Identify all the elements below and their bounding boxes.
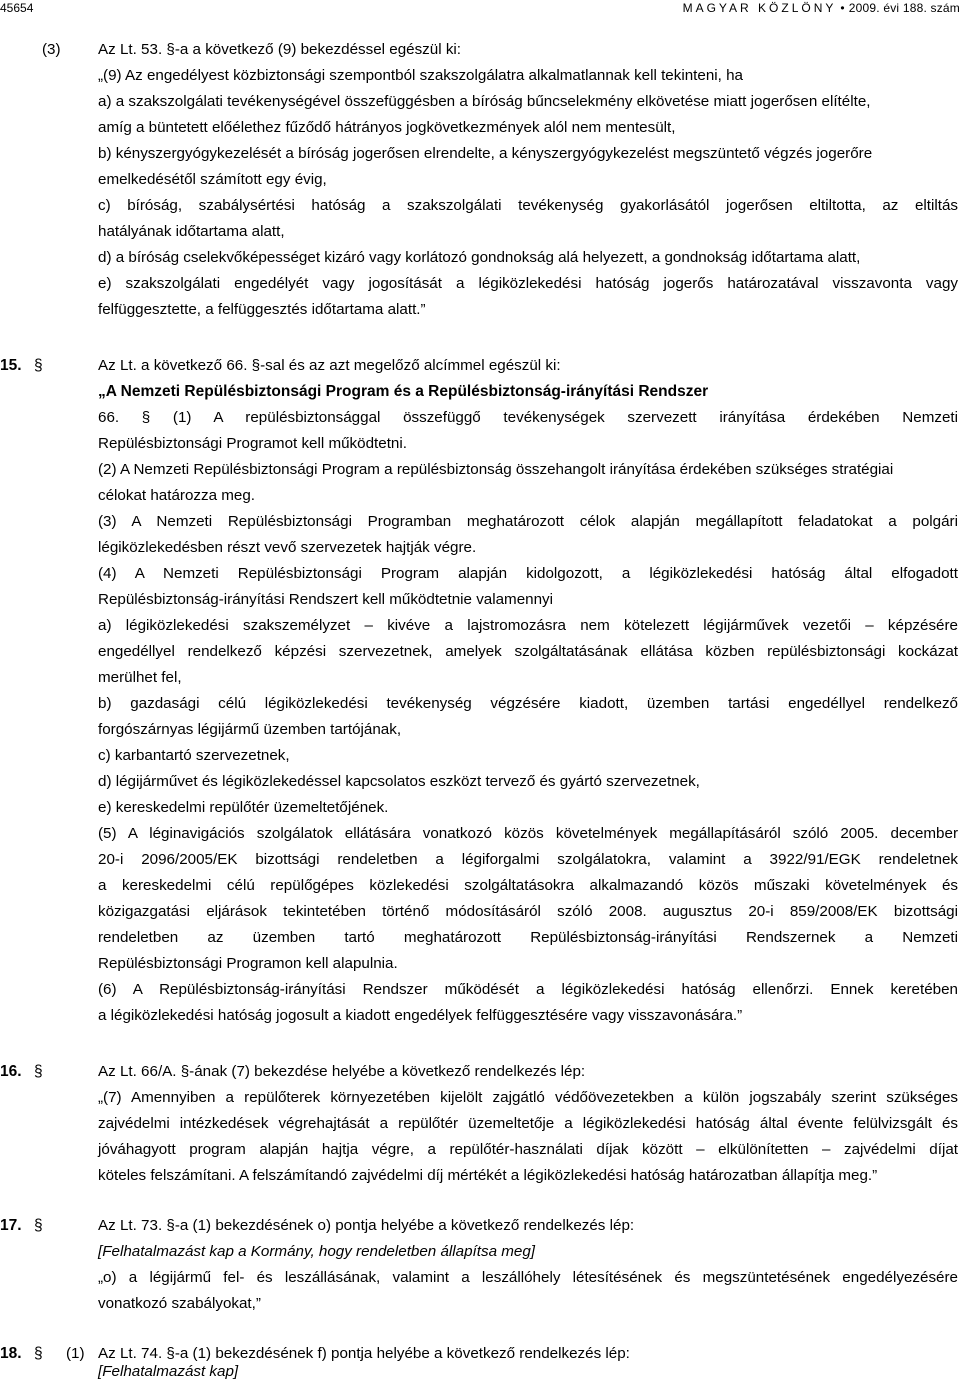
section-number: 17.	[0, 1217, 22, 1234]
paragraph-line: rendeletben az üzemben tartó meghatározott Repülésbiztonság-irányítási Rendszernek a Nemzeti	[98, 929, 958, 946]
paragraph-line: emelkedésétől számított egy évig,	[98, 171, 327, 188]
paragraph-line: jóváhagyott program alapján hajtja végre, a repülőtér-használati díjak között – elkülönítetten – zajvédelmi díjat	[98, 1141, 958, 1158]
paragraph-line: 20-i 2096/2005/EK bizottsági rendeletben a légiforgalmi szolgálatokra, valamint a 3922/91/EGK rendeletnek	[98, 851, 958, 868]
section-symbol: §	[34, 1217, 43, 1234]
paragraph-line: Repülésbiztonság-irányítási Rendszert kell működtetnie valamennyi	[98, 591, 554, 608]
section-symbol: §	[34, 1063, 43, 1080]
journal-name: MAGYAR KÖZLÖNY	[682, 1, 837, 15]
paragraph-line: d) a bíróság cselekvőképességet kizáró vagy korlátozó gondnokság alá helyezett, a gondnokság időtartama alatt,	[98, 249, 861, 266]
paragraph-line: b) gazdasági célú légiközlekedési tevékenység végzésére kiadott, üzemben tartási engedéllyel rendelkező	[98, 695, 958, 712]
section-number: 16.	[0, 1063, 22, 1080]
paragraph-line: Repülésbiztonsági Programot kell működtetni.	[98, 435, 407, 452]
paragraph-line: felfüggesztette, a felfüggesztés időtartama alatt.”	[98, 301, 426, 318]
item-3-text: Az Lt. 53. §-a a következő (9) bekezdéssel egészül ki:	[98, 41, 462, 58]
paragraph-line: (2) A Nemzeti Repülésbiztonsági Program a repülésbiztonság összehangolt irányítása érdekében szükséges stratégiai	[98, 461, 894, 478]
paragraph-line: (6) A Repülésbiztonság-irányítási Rendszer működését a légiközlekedési hatóság ellenőrzi. Ennek keretében	[98, 981, 958, 998]
section-number: 18.	[0, 1345, 22, 1362]
journal-issue: 2009. évi 188. szám	[848, 1, 960, 15]
paragraph-line: a légiközlekedési hatóság jogosult a kiadott engedélyek felfüggesztésére vagy visszavonására.”	[98, 1007, 743, 1024]
paragraph-line: „(9) Az engedélyest közbiztonsági szempontból szakszolgálatra alkalmatlannak kell tekinteni, ha	[98, 67, 743, 84]
paragraph-line: (4) A Nemzeti Repülésbiztonsági Program alapján kidolgozott, a légiközlekedési hatóság által elfogadott	[98, 565, 958, 582]
section-intro: Az Lt. a következő 66. §-sal és az azt megelőző alcímmel egészül ki:	[98, 357, 561, 374]
page-number: 45654	[0, 1, 34, 15]
paragraph-line: merülhet fel,	[98, 669, 182, 686]
paragraph-line: amíg a büntetett előélethez fűződő hátrányos jogkövetkezmények alól nem mentesült,	[98, 119, 676, 136]
section-symbol: §	[34, 357, 43, 374]
paragraph-line: „(7) Amennyiben a repülőterek környezetében kijelölt zajgátló védőövezetekben a külön jogszabály szerint szükséges	[98, 1089, 958, 1106]
section-intro: Az Lt. 74. §-a (1) bekezdésének f) pontja helyébe a következő rendelkezés lép:	[98, 1345, 630, 1362]
paragraph-line: (3) A Nemzeti Repülésbiztonsági Programban meghatározott célok alapján megállapított feladatokat a polgári	[98, 513, 958, 530]
item-3-label: (3)	[42, 41, 61, 58]
paragraph-line: köteles felszámítani. A felszámítandó zajvédelmi díj mértékét a légiközlekedési hatóság határozatban állapítja meg.”	[98, 1167, 878, 1184]
section-number: 15.	[0, 357, 22, 374]
paragraph-line: a kereskedelmi célú repülőgépes közlekedési szolgáltatásokra alkalmazandó közös műszaki követelmények és	[98, 877, 958, 894]
paragraph-line: e) kereskedelmi repülőtér üzemeltetőjének.	[98, 799, 389, 816]
bracket-note: [Felhatalmazást kap]	[98, 1363, 239, 1380]
paragraph-line: közigazgatási eljárások tekintetében történő módosításáról szóló 2008. augusztus 20-i 859/2008/EK bizottsági	[98, 903, 958, 920]
paragraph-line: hatályának időtartama alatt,	[98, 223, 285, 240]
item-1-label: (1)	[66, 1345, 85, 1362]
paragraph-line: e) szakszolgálati engedélyét vagy jogosítását a légiközlekedési hatóság jogerős határozatával visszavonta vagy	[98, 275, 958, 292]
paragraph-line: b) kényszergyógykezelését a bíróság jogerősen elrendelte, a kényszergyógykezelést megszüntető végzés jogerőre	[98, 145, 873, 162]
journal-title	[683, 0, 960, 16]
page-header	[0, 0, 960, 16]
bracket-note: [Felhatalmazást kap a Kormány, hogy rendeletben állapítsa meg]	[98, 1243, 536, 1260]
paragraph-line: légiközlekedésben részt vevő szervezetek hajtják végre.	[98, 539, 477, 556]
subtitle-heading: „A Nemzeti Repülésbiztonsági Program és a Repülésbiztonság-irányítási Rendszer	[98, 383, 709, 400]
paragraph-line: a) légiközlekedési szakszemélyzet – kivéve a lajstromozásra nem kötelezett légijárművek vezetői – képzésére	[98, 617, 958, 634]
paragraph-line: c) bíróság, szabálysértési hatóság a szakszolgálati tevékenység gyakorlásától jogerősen eltiltotta, az eltiltás	[98, 197, 958, 214]
paragraph-line: zajvédelmi intézkedések végrehajtását a repülőtér üzemeltetője a légiközlekedési hatóság által évente felülvizsgált és	[98, 1115, 958, 1132]
section-intro: Az Lt. 66/A. §-ának (7) bekezdése helyébe a következő rendelkezés lép:	[98, 1063, 586, 1080]
paragraph-line: vonatkozó szabályokat,”	[98, 1295, 261, 1312]
section-intro: Az Lt. 73. §-a (1) bekezdésének o) pontja helyébe a következő rendelkezés lép:	[98, 1217, 635, 1234]
paragraph-line: forgószárnyas légijármű üzemben tartójának,	[98, 721, 402, 738]
paragraph-line: célokat határozza meg.	[98, 487, 256, 504]
paragraph-line: a) a szakszolgálati tevékenységével összefüggésben a bíróság bűncselekmény elkövetése miatt jogerősen elítélte,	[98, 93, 871, 110]
paragraph-line: (5) A léginavigációs szolgálatok ellátására vonatkozó közös követelmények megállapításáról szóló 2005. december	[98, 825, 958, 842]
paragraph-line: c) karbantartó szervezetnek,	[98, 747, 290, 764]
paragraph-line: 66. § (1) A repülésbiztonsággal összefüggő tevékenységek szervezett irányítása érdekében Nemzeti	[98, 409, 958, 426]
paragraph-line: „o) a légijármű fel- és leszállásának, valamint a leszállóhely létesítésének és megszüntetésének engedélyezésére	[98, 1269, 958, 1286]
section-symbol: §	[34, 1345, 43, 1362]
paragraph-line: engedéllyel rendelkező képzési szervezetnek, amelyek szolgáltatásának ellátása közben repülésbiztonsági kockázat	[98, 643, 958, 660]
paragraph-line: Repülésbiztonsági Programon kell alapulnia.	[98, 955, 398, 972]
paragraph-line: d) légijárművet és légiközlekedéssel kapcsolatos eszközt tervező és gyártó szervezetnek,	[98, 773, 700, 790]
bullet-separator: •	[840, 1, 845, 15]
